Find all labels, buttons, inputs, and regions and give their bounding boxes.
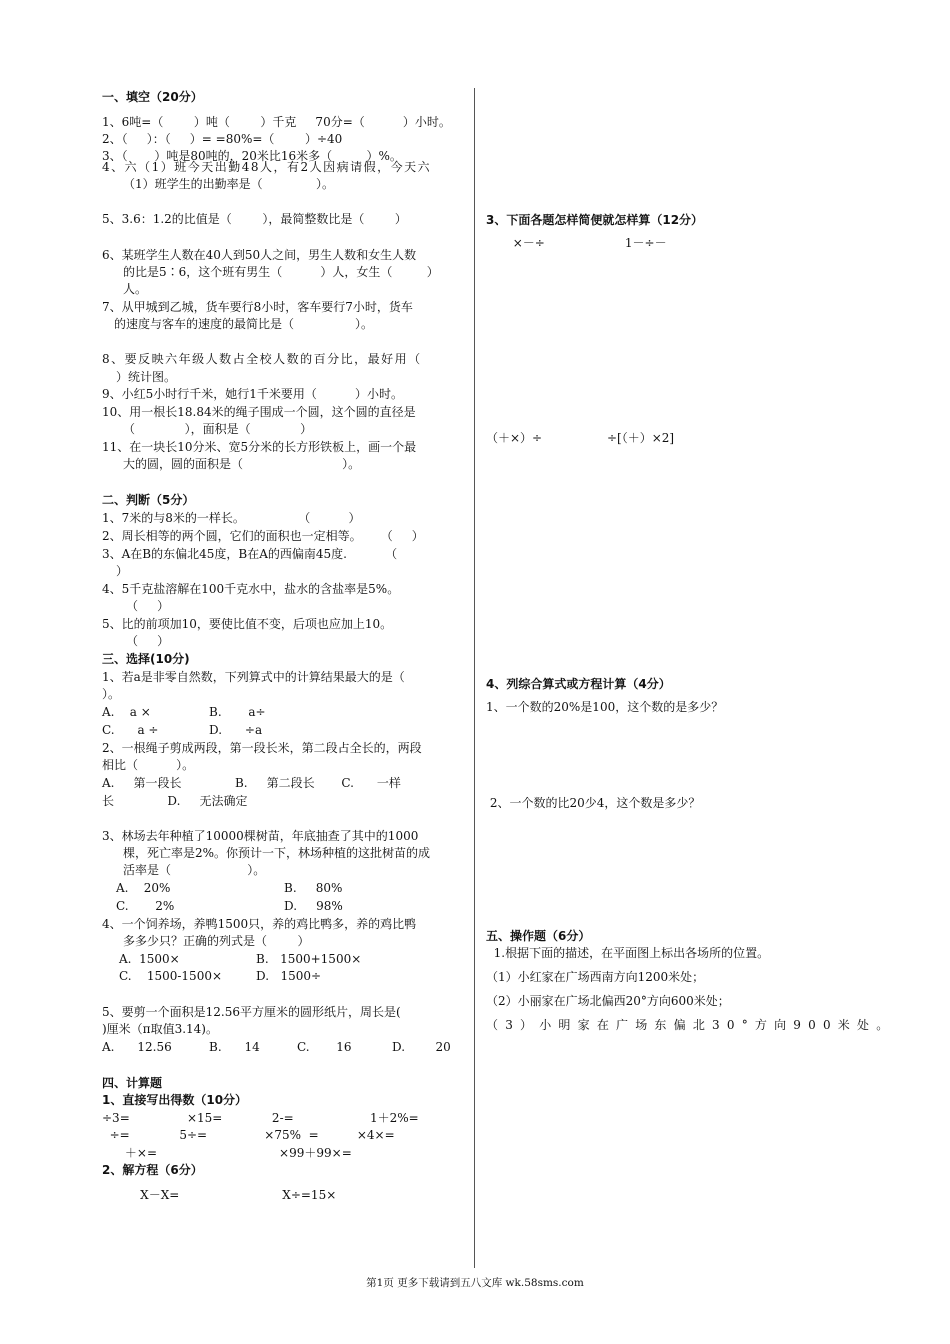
fill-q10-line1: 10、用一根长18.84米的绳子围成一个圆，这个圆的直径是: [102, 405, 416, 419]
choice-q1-line2: ）。: [102, 687, 121, 701]
equation-row: X－X= X÷=15×: [102, 1188, 337, 1202]
choice-q4-option-a: A. 1500×: [119, 952, 180, 966]
choice-q1-option-b: B. a÷: [209, 705, 266, 719]
fill-q7-line1: 7、从甲城到乙城，货车要行8小时，客车要行7小时，货车: [102, 300, 413, 314]
choice-q4-line1: 4、一个饲养场，养鸭1500只，养的鸡比鸭多，养的鸡比鸭: [102, 917, 417, 931]
choice-q5-option-a: A. 12.56: [102, 1040, 172, 1054]
fill-q1: 1、6吨=（ ）吨（ ）千克 70分=（ ）小时。: [102, 115, 451, 129]
choice-q2-line4: 长 D. 无法确定: [102, 794, 248, 808]
fill-q9: 9、小红5小时行千米，她行1千米要用（ ）小时。: [102, 387, 404, 401]
choice-q3-option-a: A. 20%: [116, 881, 171, 895]
column-divider: [474, 88, 475, 1268]
fill-q2: 2、（ ）：（ ）= =80%=（ ）÷40: [102, 132, 343, 146]
choice-q5-option-d: D. 20: [392, 1040, 451, 1054]
operation-title: 五、操作题（6分）: [486, 929, 591, 943]
section-3-title: 三、选择(10分): [102, 652, 190, 666]
judge-q4-line2: （ ）: [126, 599, 170, 613]
section-4-title: 四、计算题: [102, 1076, 163, 1090]
choice-q3-line1: 3、林场去年种植了10000棵树苗，年底抽查了其中的1000: [102, 829, 419, 843]
fill-q5: 5、3.6：1.2的比值是（ ），最简整数比是（ ）: [102, 212, 407, 226]
choice-q5-line2: )厘米（π取值3.14)。: [102, 1022, 218, 1036]
judge-q3-line1: 3、A在B的东偏北45度，B在A的西偏南45度. （: [102, 547, 398, 561]
equation-title: 2、解方程（6分）: [102, 1163, 203, 1177]
choice-q3-line2: 棵，死亡率是2%。你预计一下，林场种植的这批树苗的成: [123, 846, 431, 860]
judge-q1: 1、7米的与8米的一样长。 （ ）: [102, 511, 361, 525]
choice-q2-line2: 相比（ ）。: [102, 758, 195, 772]
page-footer: 第1页 更多下载请到五八文库 wk.58sms.com: [366, 1277, 584, 1289]
direct-answer-row-2: ÷= 5÷= ×75% = ×4×=: [102, 1128, 395, 1142]
fill-q7-line2: 的速度与客车的速度的最简比是（ ）。: [114, 317, 374, 331]
fill-q3: 3、（ ）吨是80吨的，20米比16米多（ ）%。: [102, 149, 402, 163]
direct-answer-row-3: ＋×= ×99＋99×=: [102, 1146, 352, 1160]
fill-q4-line1: 4、六（1）班今天出勤48人，有2人因病请假，今天六: [102, 160, 432, 174]
choice-q3-option-c: C. 2%: [116, 899, 175, 913]
judge-q4-line1: 4、5千克盐溶解在100千克水中，盐水的含盐率是5%。: [102, 582, 400, 596]
choice-q1-line1: 1、若a是非零自然数，下列算式中的计算结果最大的是（: [102, 670, 405, 684]
section-2-title: 二、判断（5分）: [102, 493, 195, 507]
choice-q5-option-b: B. 14: [209, 1040, 260, 1054]
choice-q2-line1: 2、一根绳子剪成两段，第一段长米，第二段占全长的，两段: [102, 741, 422, 755]
operation-item-1: （1）小红家在广场西南方向1200米处；: [486, 970, 705, 984]
word-problem-1: 1、一个数的20%是100，这个数的是多少？: [486, 700, 724, 714]
judge-q3-line2: ）: [116, 564, 129, 578]
operation-item-2: （2）小丽家在广场北偏西20°方向600米处；: [486, 994, 730, 1008]
fill-q11-line2: 大的圆，圆的面积是（ ）。: [123, 457, 361, 471]
choice-q2-line3: A. 第一段长 B. 第二段长 C. 一样: [102, 776, 401, 790]
word-problem-title: 4、列综合算式或方程计算（4分）: [486, 677, 671, 691]
direct-answer-title: 1、直接写出得数（10分）: [102, 1093, 248, 1107]
choice-q4-option-b: B. 1500+1500×: [256, 952, 362, 966]
simplify-title: 3、下面各题怎样简便就怎样算（12分）: [486, 213, 704, 227]
choice-q3-line3: 活率是（ ）。: [123, 863, 266, 877]
judge-q5-line1: 5、比的前项加10，要使比值不变，后项也应加上10。: [102, 617, 393, 631]
operation-item-3: （3）小明家在广场东偏北30°方向900米处。: [486, 1018, 896, 1032]
fill-q6-line3: 人。: [123, 282, 148, 296]
choice-q1-option-c: C. a ÷: [102, 723, 159, 737]
choice-q4-option-c: C. 1500-1500×: [119, 969, 223, 983]
section-1-title: 一、填空（20分）: [102, 90, 203, 104]
choice-q1-option-a: A. a ×: [102, 705, 151, 719]
fill-q6-line1: 6、某班学生人数在40人到50人之间，男生人数和女生人数: [102, 248, 417, 262]
fill-q4-line2: （1）班学生的出勤率是（ ）。: [123, 177, 335, 191]
fill-q6-line2: 的比是5∶6，这个班有男生（ ）人，女生（ ）: [123, 265, 439, 279]
choice-q1-option-d: D. ÷a: [209, 723, 263, 737]
choice-q5-option-c: C. 16: [297, 1040, 352, 1054]
word-problem-2: 2、一个数的比20少4，这个数是多少？: [486, 796, 701, 810]
judge-q2: 2、周长相等的两个圆，它们的面积也一定相等。 （ ）: [102, 529, 424, 543]
simplify-row-2: （＋×）÷ ÷[（＋）×2]: [486, 431, 675, 445]
fill-q10-line2: （ ），面积是（ ）: [123, 422, 313, 436]
choice-q3-option-d: D. 98%: [284, 899, 343, 913]
fill-q8-line2: ）统计图。: [116, 370, 177, 384]
operation-intro: 1.根据下面的描述，在平面图上标出各场所的位置。: [486, 946, 770, 960]
direct-answer-row-1: ÷3= ×15= 2-= 1＋2%=: [102, 1111, 419, 1125]
simplify-row-1: ×－÷ 1－÷－: [486, 236, 667, 250]
choice-q5-line1: 5、要剪一个面积是12.56平方厘米的圆形纸片，周长是(: [102, 1005, 401, 1019]
choice-q4-option-d: D. 1500÷: [256, 969, 322, 983]
judge-q5-line2: （ ）: [126, 634, 170, 648]
fill-q8-line1: 8、要反映六年级人数占全校人数的百分比，最好用（: [102, 352, 422, 366]
choice-q4-line2: 多多少只？正确的列式是（ ）: [123, 934, 310, 948]
fill-q11-line1: 11、在一块长10分米、宽5分米的长方形铁板上，画一个最: [102, 440, 417, 454]
choice-q3-option-b: B. 80%: [284, 881, 343, 895]
